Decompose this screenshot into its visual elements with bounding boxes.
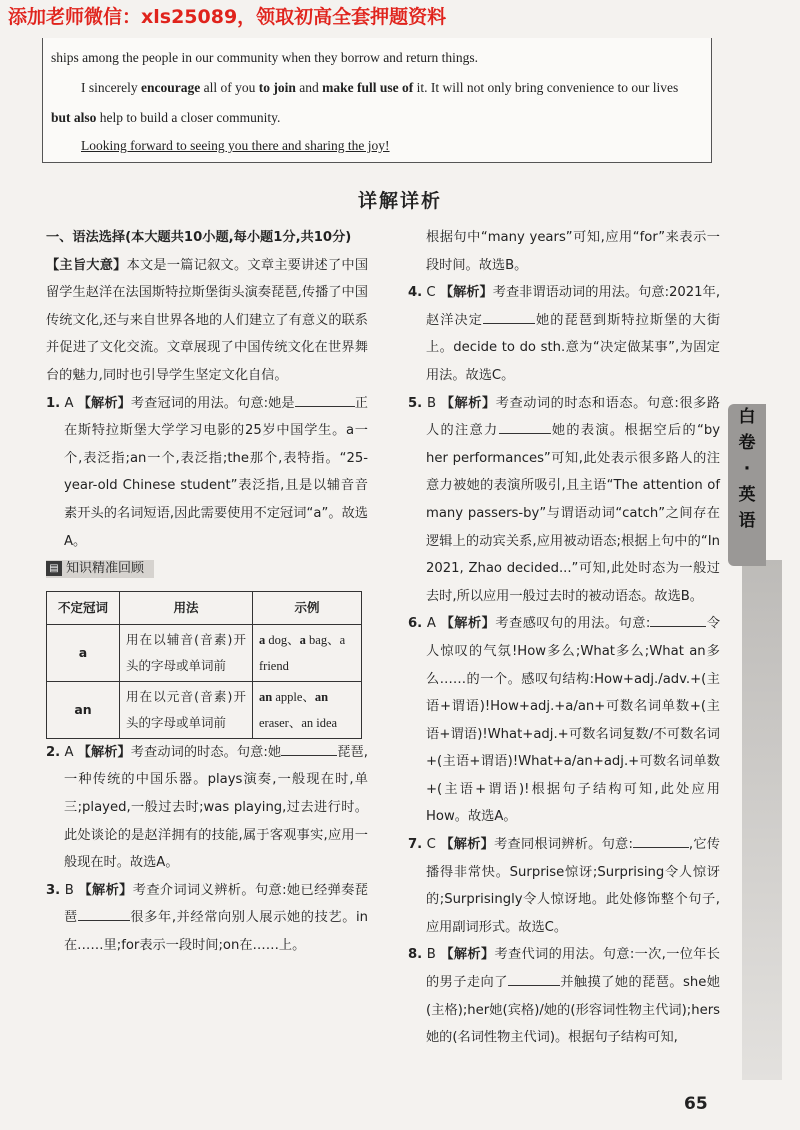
answer-letter: C [426,285,436,301]
analysis-text: 很多年,并经常向别人展示她的技艺。in在……里;for表示一段时间;on在……上。 [64,910,369,953]
table-header: 示例 [253,591,362,624]
question-number: 8. [408,947,423,963]
article-usage-table [46,591,362,739]
table-cell: 用在以元音(音素)开头的字母或单词前 [120,681,253,738]
text-run: bag、a friend [259,632,346,673]
blank-line [508,973,560,986]
table-row [47,681,362,738]
table-header: 不定冠词 [47,591,120,624]
answer-item-6 [408,610,720,831]
passage-line-1: ships among the people in our community when they borrow and return things. [51,50,479,65]
blank-line [499,421,551,434]
answer-letter: A [64,744,74,760]
text-run: I sincerely [81,80,141,95]
answer-item-2 [46,739,368,877]
analysis-tag: 【解析】 [440,395,496,411]
answer-item-3-continued: 根据句中“many years”可知,应用“for”来表示一段时间。故选B。 [426,230,720,273]
passage-line-3 [51,110,703,126]
analysis-text: 琵琶,一种传统的中国乐器。plays演奏,一般现在时,单三;played,一般过去时;was playing,过去进行时。此处谈论的是赵洋拥有的技能,属于客观事实,应用一般现在时。故选A。 [64,744,368,871]
section-side-tab [728,404,766,566]
text-run-bold: encourage [140,80,201,95]
page-number: 65 [684,1094,708,1114]
analysis-text: 令人惊叹的气氛!How多么;What多么;What an多么……的一个。感叹句结构:How+adj./adv.+(主语+谓语)!How+adj.+a/an+可数名词单数+(主语+谓语)!What+adj.+可数名词复数/不可数名词+(主语+谓语)!What+a/an+adj.+可数名词单数+(主语+谓语)!根据句子结构可知,此处应用How。故选A。 [426,616,721,825]
question-number: 1. [46,395,61,411]
table-cell [253,681,362,738]
blank-line [483,311,535,324]
analysis-text: ,它传播得非常快。Surprise惊讶;Surprising令人惊讶的;Surprisingly令人惊讶地。此处修饰整个句子,应用副词形式。故选C。 [426,837,720,935]
table-cell [253,624,362,681]
analysis-text: 并触摸了她的琵琶。she她(主格);her她(宾格)/她的(形容词性物主代词);hers她的(名词性物主代词)。根据句子结构可知, [426,975,720,1046]
analysis-text: 考查介词词义辨析。句意:她已经弹奏琵琶 [64,882,368,926]
analysis-tag: 【解析】 [77,395,131,411]
passage-line-2 [51,80,703,96]
book-icon: ▤ [46,561,62,576]
text-run-bold: a [259,632,266,647]
text-run: and [295,80,323,95]
text-run-bold: an [259,689,273,704]
blank-line [78,908,130,921]
analysis-text: 考查代词的用法。句意:一次,一位年长的男子走向了 [426,947,720,991]
analysis-text: 考查同根词辨析。句意: [494,837,633,853]
answer-letter: B [426,947,436,963]
question-number: 3. [46,882,61,898]
answer-letter: A [426,616,436,632]
analysis-tag: 【解析】 [440,837,495,853]
side-tab-char: 英 [738,485,756,505]
text-run: it. It will not only bring convenience to our lives [413,80,679,95]
analysis-tag: 【解析】 [77,744,131,760]
passage-line-4: Looking forward to seeing you there and sharing the joy! [81,138,390,153]
analysis-text: 考查冠词的用法。句意:她是 [130,395,295,411]
text-run-bold: to join [258,80,296,95]
table-row [47,624,362,681]
text-run-bold: make full use of [322,80,414,95]
answer-item-1 [46,390,368,556]
analysis-tag: 【解析】 [440,616,496,632]
left-column [46,224,368,959]
answer-item-5 [408,390,720,611]
table-cell: 用在以辅音(音素)开头的字母或单词前 [120,624,253,681]
answer-item-4 [408,279,720,389]
analysis-text: 正在斯特拉斯堡大学学习电影的25岁中国学生。a一个,表泛指;an一个,表泛指;the那个,表特指。“25-year-old Chinese student”表泛指,且是以辅音音素开头的名词短语,因此需要使用不定冠词“a”。故选A。 [64,395,368,549]
summary-tag: 【主旨大意】 [46,257,127,273]
answer-letter: A [64,395,74,411]
side-tab-char: 卷 [738,433,756,453]
text-run: dog、 [265,632,300,647]
analysis-tag: 【解析】 [440,947,495,963]
section-title: 详解详析 [357,190,442,212]
question-number: 7. [408,837,423,853]
analysis-text: 考查非谓语动词的用法。句意:2021年,赵洋决定 [426,285,721,328]
text-run-bold: a [299,632,306,647]
question-number: 2. [46,744,61,760]
side-tab-char: 白 [738,407,756,427]
blank-line [633,835,689,848]
text-run: help to build a closer community. [96,110,281,125]
answer-letter: C [426,837,436,853]
text-run: apple、 [272,689,315,704]
promo-watermark: 添加老师微信：xls25089，领取初高全套押题资料 [8,6,447,28]
side-tab-char: 语 [738,511,756,531]
analysis-text: 她的琵琶到斯特拉斯堡的大街上。decide to do sth.意为“决定做某事”,为固定用法。故选C。 [426,312,721,383]
answer-letter: B [426,395,436,411]
analysis-tag: 【解析】 [439,285,493,301]
table-header-row [47,591,362,624]
question-number: 5. [408,395,423,411]
blank-line [650,614,706,627]
analysis-text: 考查感叹句的用法。句意: [495,616,651,632]
text-run: all of you [200,80,259,95]
part-heading: 一、语法选择(本大题共10小题,每小题1分,共10分) [46,230,352,245]
analysis-text: 考查动词的时态和语态。句意:很多路人的注意力 [426,395,720,439]
table-cell: a [47,624,120,681]
text-run-bold: but also [51,110,97,125]
right-column [408,224,720,1052]
analysis-text: 考查动词的时态。句意:她 [130,744,282,760]
blank-line [295,394,355,407]
review-label-text: 知识精准回顾 [66,561,145,577]
analysis-text: 她的表演。根据空后的“by her performances”可知,此处表示很多路人的注意力被她的表演所吸引,且主语“The attention of many passers-by”与谓语动词“catch”之间存在逻辑上的动宾关系,应用被动语态;根据上句中的“In 2021, Zhao decided...”可知,此处时态为一般过去时,所以应用一般过去时的被动语态。故选B。 [426,423,720,604]
summary-text: 本文是一篇记叙文。文章主要讲述了中国留学生赵洋在法国斯特拉斯堡街头演奏琵琶,传播了中国传统文化,还与来自世界各地的人们建立了有意义的联系并促进了文化交流。文章展现了中国传统文化在世界舞台的魅力,同时也引导学生坚定文化自信。 [46,257,369,383]
table-cell: an [47,681,120,738]
side-tab-char: · [743,459,751,479]
summary [46,252,368,390]
passage-excerpt-box [42,38,712,163]
table-header: 用法 [120,591,253,624]
text-run: eraser、an idea [259,715,338,730]
blank-line [281,743,337,756]
knowledge-review-label [46,560,154,578]
answer-letter: B [64,882,74,898]
answer-item-8 [408,941,720,1051]
analysis-tag: 【解析】 [78,882,133,898]
answer-item-7 [408,831,720,941]
page-edge-strip [742,560,782,1080]
question-number: 6. [408,616,423,632]
question-number: 4. [408,285,423,301]
text-run-bold: an [314,689,329,704]
answer-item-3 [46,877,368,960]
